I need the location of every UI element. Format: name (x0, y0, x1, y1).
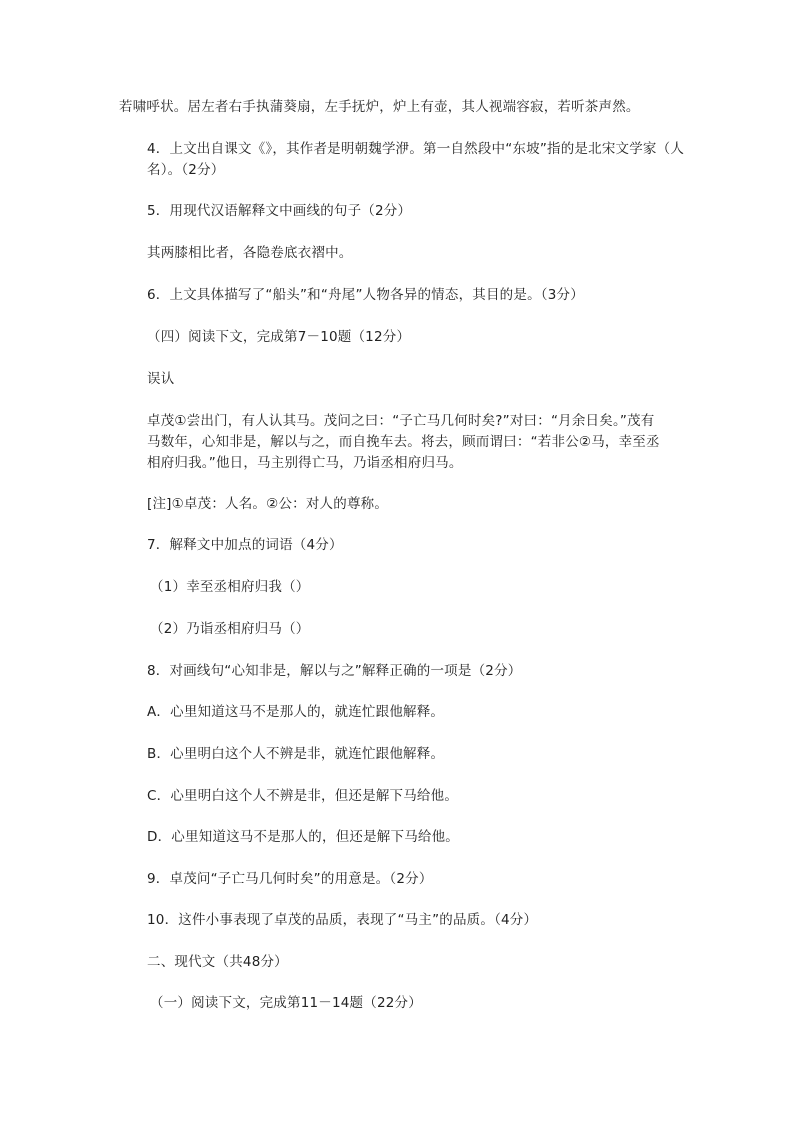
question-8: 8．对画线句“心知非是，解以与之”解释正确的一项是（2分） (147, 663, 522, 679)
question-7-item-1: （1）幸至丞相府归我（） (150, 579, 310, 595)
question-6: 6．上文具体描写了“船头”和“舟尾”人物各异的情态，其目的是。（3分） (147, 287, 584, 303)
question-5: 5．用现代汉语解释文中画线的句子（2分） (147, 203, 412, 219)
option-a: A．心里知道这马不是那人的，就连忙跟他解释。 (147, 704, 445, 720)
question-10: 10．这件小事表现了卓茂的品质，表现了“马主”的品质。（4分） (147, 912, 538, 928)
section-4-heading: （四）阅读下文，完成第7－10题（12分） (147, 329, 411, 345)
option-c: C．心里明白这个人不辨是非，但还是解下马给他。 (147, 788, 459, 804)
passage-body: 卓茂①尝出门，有人认其马。茂问之曰：“子亡马几何时矣?”对曰：“月余日矣。”茂有马数年，心知非是，解以与之，而自挽车去。将去，顾而谓曰：“若非公②马，幸至丞相府归我。”他日，马主别得亡马，乃诣丞相府归马。 (147, 413, 660, 471)
passage-notes: [注]①卓茂：人名。②公：对人的尊称。 (147, 496, 389, 512)
subsection-1-heading: （一）阅读下文，完成第11－14题（22分） (150, 995, 422, 1011)
option-b: B．心里明白这个人不辨是非，就连忙跟他解释。 (147, 746, 445, 762)
quoted-sentence: 其两膝相比者，各隐卷底衣褶中。 (147, 245, 353, 261)
question-7-item-2: （2）乃诣丞相府归马（） (150, 621, 310, 637)
question-9: 9．卓茂问“子亡马几何时矣”的用意是。（2分） (147, 871, 433, 887)
question-7: 7．解释文中加点的词语（4分） (147, 537, 343, 553)
option-d: D．心里知道这马不是那人的，但还是解下马给他。 (147, 829, 459, 845)
question-4: 4．上文出自课文《》，其作者是明朝魏学洢。第一自然段中“东坡”指的是北宋文学家（人名）。（2分） (147, 141, 685, 178)
passage-title: 误认 (147, 371, 175, 387)
section-modern-heading: 二、现代文（共48分） (147, 954, 288, 970)
passage-line-ending: 若啸呼状。居左者右手执蒲葵扇，左手抚炉，炉上有壶，其人视端容寂，若听茶声然。 (119, 99, 640, 115)
